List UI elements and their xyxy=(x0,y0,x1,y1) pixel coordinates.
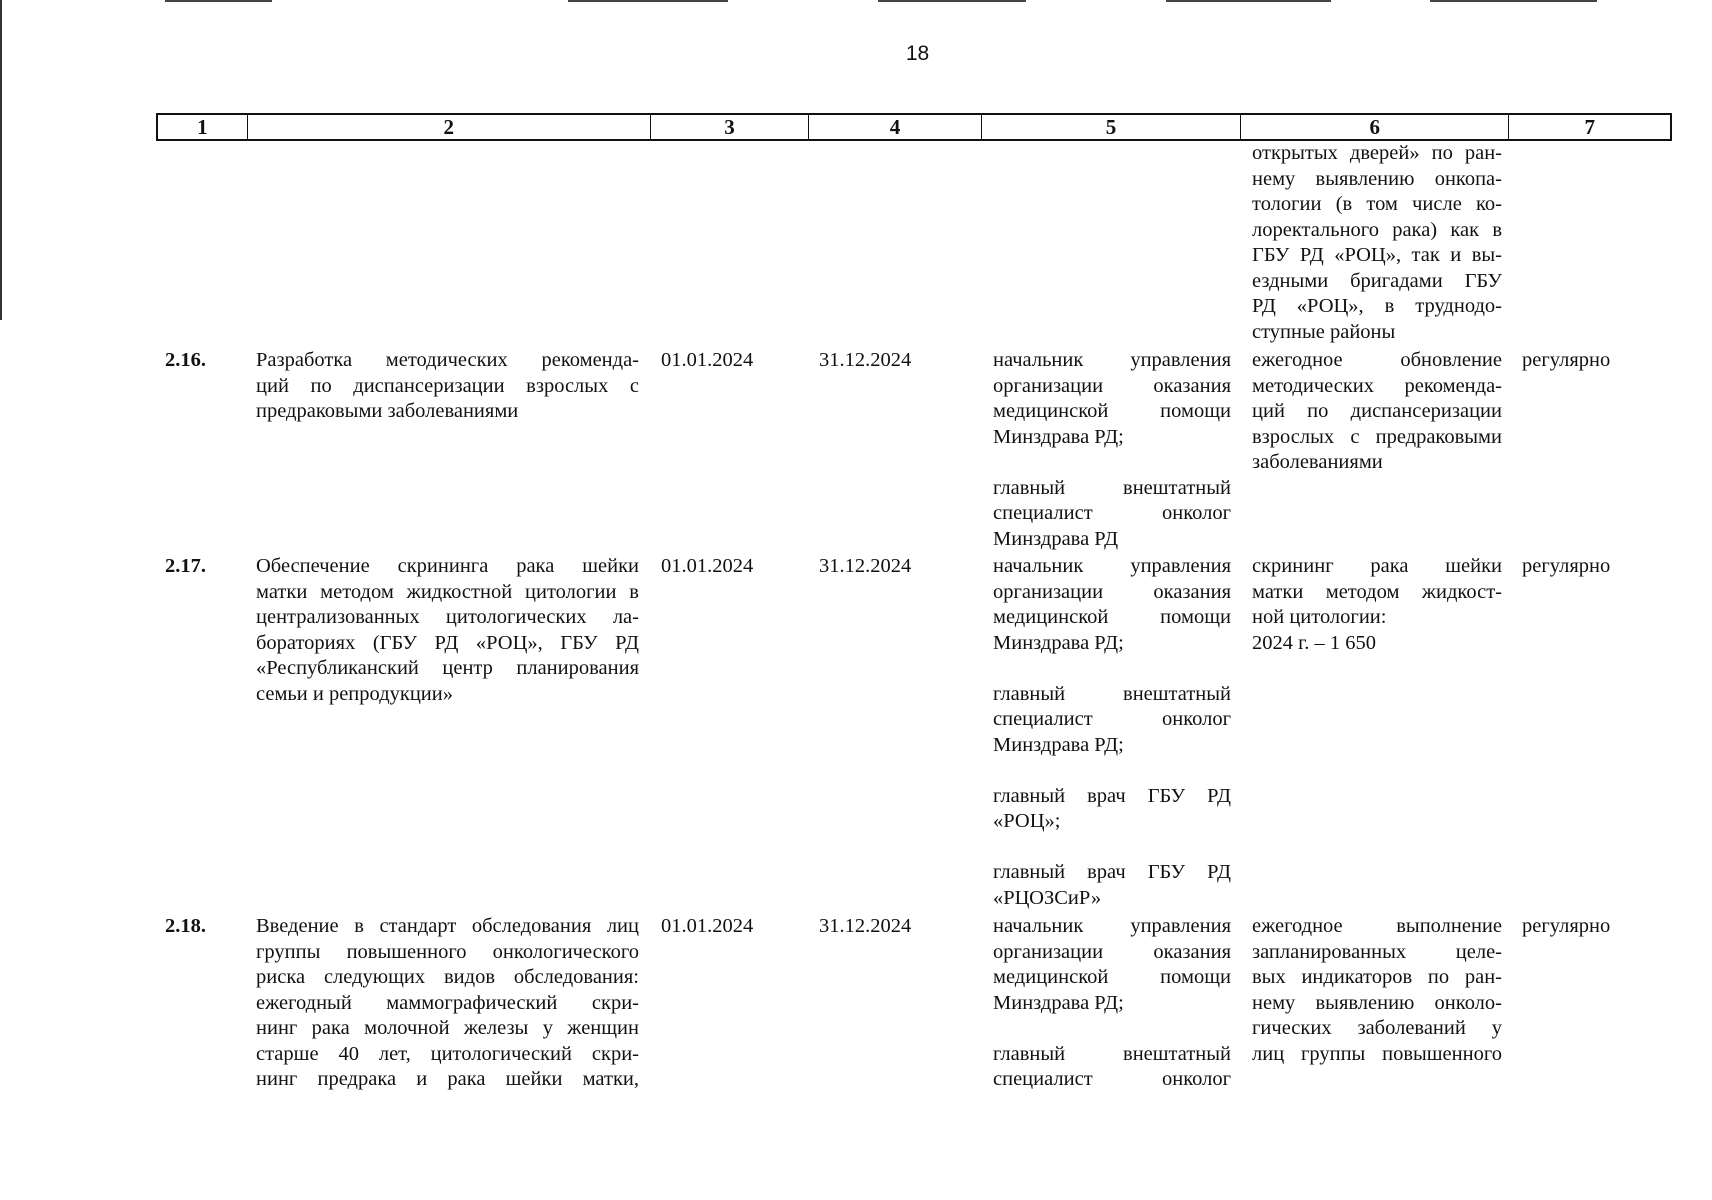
text-line: Минздрава РД; xyxy=(993,991,1124,1014)
text-line: специалист онколог xyxy=(993,1068,1231,1090)
top-rule xyxy=(165,0,272,2)
text-line: лиц группы повышенного xyxy=(1252,1042,1502,1065)
text-line: специалист онколог xyxy=(993,708,1231,730)
text-line: риска следующих видов обследования: xyxy=(256,966,639,988)
text-line: нему выявлению онкопа- xyxy=(1252,167,1502,190)
text-line: бораториях (ГБУ РД «РОЦ», ГБУ РД xyxy=(256,631,639,654)
text-line: ежегодное выполнение xyxy=(1252,915,1502,937)
header-col-7: 7 xyxy=(1584,115,1595,139)
text-line: тологии (в том числе ко- xyxy=(1252,193,1502,215)
continuation-col6 xyxy=(1252,141,1502,345)
top-rule xyxy=(878,0,1026,2)
header-col-6: 6 xyxy=(1241,115,1509,139)
text-line: ГБУ РД «РОЦ», так и вы- xyxy=(1252,244,1502,266)
row-description xyxy=(256,348,639,425)
text-line: медицинской помощи xyxy=(993,606,1231,628)
text-line: Минздрава РД; xyxy=(993,733,1124,756)
expected-result xyxy=(1252,914,1502,1067)
expected-result xyxy=(1252,348,1502,476)
end-date: 31.12.2024 xyxy=(819,915,912,937)
text-line: нему выявлению онколо- xyxy=(1252,991,1502,1014)
top-rule xyxy=(1430,0,1597,2)
text-line: организации оказания xyxy=(993,580,1231,603)
text-line: ездными бригадами ГБУ xyxy=(1252,269,1502,292)
text-line: ций по диспансеризации xyxy=(1252,400,1502,422)
text-line: семьи и репродукции» xyxy=(256,682,453,705)
row-number: 2.16. xyxy=(165,349,206,371)
text-line: «РЦОЗСиР» xyxy=(993,886,1102,909)
text-line: Разработка методических рекоменда- xyxy=(256,349,639,371)
end-date: 31.12.2024 xyxy=(819,349,912,371)
text-line: «Республиканский центр планирования xyxy=(256,657,639,679)
responsible xyxy=(993,554,1231,911)
top-rule xyxy=(1166,0,1331,2)
text-line: вых индикаторов по ран- xyxy=(1252,966,1502,988)
header-col-4: 4 xyxy=(809,115,982,139)
period: регулярно xyxy=(1522,555,1611,577)
text-line: открытых дверей» по ран- xyxy=(1252,142,1502,164)
text-line: организации оказания xyxy=(993,940,1231,963)
text-line: ежегодный маммографический скри- xyxy=(256,991,639,1014)
header-col-3: 3 xyxy=(651,115,810,139)
text-line: Минздрава РД xyxy=(993,527,1119,550)
text-line: главный внештатный xyxy=(993,682,1231,705)
text-line: старше 40 лет, цитологический скри- xyxy=(256,1042,639,1065)
start-date: 01.01.2024 xyxy=(661,555,754,577)
text-line: централизованных цитологических ла- xyxy=(256,606,639,628)
row-description xyxy=(256,914,639,1093)
text-line: медицинской помощи xyxy=(993,966,1231,988)
text-line: взрослых с предраковыми xyxy=(1252,425,1502,448)
text-line: нинг предрака и рака шейки матки, xyxy=(256,1068,639,1090)
text-line: «РОЦ»; xyxy=(993,810,1061,832)
period: регулярно xyxy=(1522,915,1611,937)
text-line: 2024 г. – 1 650 xyxy=(1252,631,1376,654)
text-line: ной цитологии: xyxy=(1252,606,1387,628)
header-col-1: 1 xyxy=(158,115,248,139)
expected-result xyxy=(1252,554,1502,656)
text-line: группы повышенного онкологического xyxy=(256,940,639,963)
text-line: гических заболеваний у xyxy=(1252,1017,1502,1039)
text-line: начальник управления xyxy=(993,555,1231,577)
text-line: лоректального рака) как в xyxy=(1252,218,1502,241)
text-line: нинг рака молочной железы у женщин xyxy=(256,1017,639,1039)
text-line: запланированных целе- xyxy=(1252,940,1502,963)
text-line: главный врач ГБУ РД xyxy=(993,861,1231,883)
text-line: матки методом жидкост- xyxy=(1252,580,1502,603)
text-line: Минздрава РД; xyxy=(993,425,1124,448)
top-rule xyxy=(568,0,728,2)
text-line: скрининг рака шейки xyxy=(1252,555,1502,577)
text-line: главный внештатный xyxy=(993,476,1231,499)
header-col-5: 5 xyxy=(982,115,1241,139)
text-line: начальник управления xyxy=(993,915,1231,937)
text-line: ций по диспансеризации взрослых с xyxy=(256,374,639,397)
text-line: Введение в стандарт обследования лиц xyxy=(256,915,639,937)
start-date: 01.01.2024 xyxy=(661,349,754,371)
table-header xyxy=(156,113,1672,141)
text-line: ступные районы xyxy=(1252,320,1396,343)
row-number: 2.17. xyxy=(165,555,206,577)
row-description xyxy=(256,554,639,707)
responsible xyxy=(993,348,1231,552)
text-line: ежегодное обновление xyxy=(1252,349,1502,371)
text-line: начальник управления xyxy=(993,349,1231,371)
end-date: 31.12.2024 xyxy=(819,555,912,577)
text-line: методических рекоменда- xyxy=(1252,374,1502,397)
row-number: 2.18. xyxy=(165,915,206,937)
text-line: Обеспечение скрининга рака шейки xyxy=(256,555,639,577)
start-date: 01.01.2024 xyxy=(661,915,754,937)
text-line: специалист онколог xyxy=(993,502,1231,524)
text-line: предраковыми заболеваниями xyxy=(256,400,519,422)
text-line: главный внештатный xyxy=(993,1042,1231,1065)
header-col-2: 2 xyxy=(248,115,651,139)
text-line: главный врач ГБУ РД xyxy=(993,784,1231,807)
text-line: Минздрава РД; xyxy=(993,631,1124,654)
text-line: медицинской помощи xyxy=(993,400,1231,422)
period: регулярно xyxy=(1522,349,1611,371)
text-line: РД «РОЦ», в труднодо- xyxy=(1252,295,1502,317)
text-line: организации оказания xyxy=(993,374,1231,397)
text-line: матки методом жидкостной цитологии в xyxy=(256,580,639,603)
responsible xyxy=(993,914,1231,1093)
page-number: 18 xyxy=(905,42,930,65)
text-line: заболеваниями xyxy=(1252,451,1383,473)
